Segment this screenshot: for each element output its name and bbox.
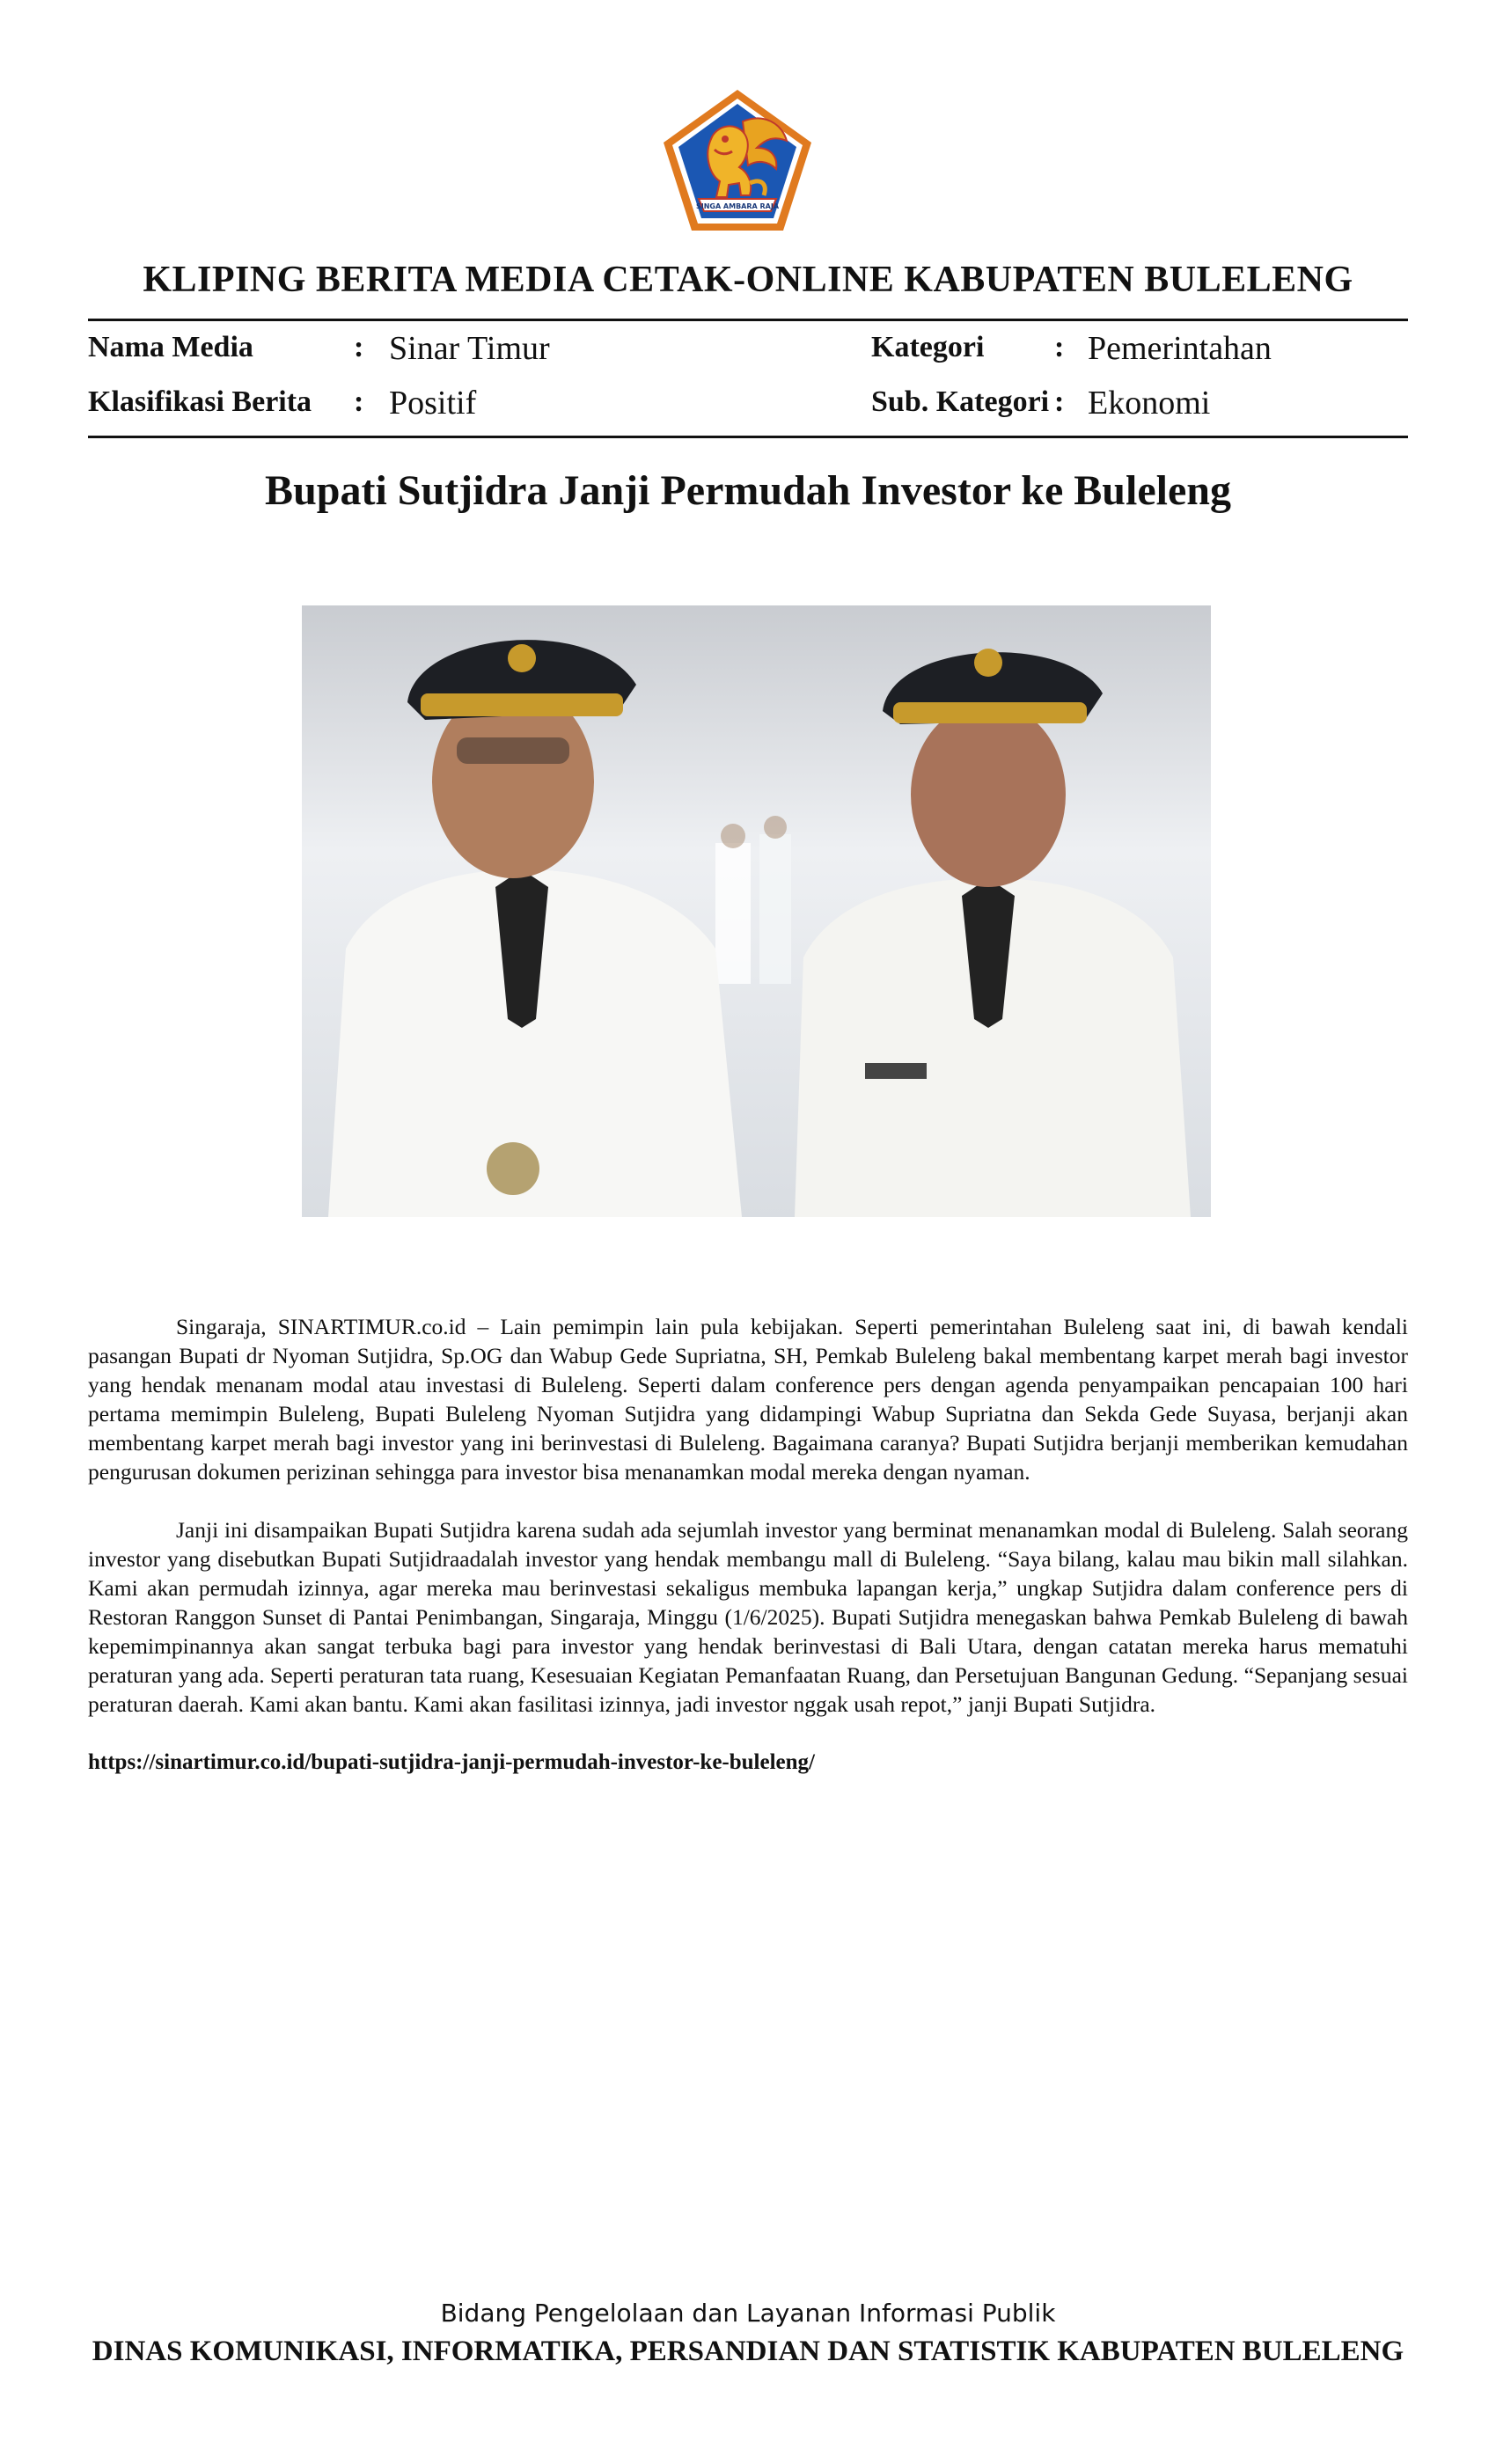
source-link[interactable]: https://sinartimur.co.id/bupati-sutjidra-janji-permudah-investor-ke-buleleng/	[88, 1750, 815, 1774]
buleleng-logo-icon	[658, 86, 817, 236]
footer-agency: DINAS KOMUNIKASI, INFORMATIKA, PERSANDIAN DAN STATISTIK KABUPATEN BULELENG	[92, 2336, 1404, 2367]
footer-department: Bidang Pengelolaan dan Layanan Informasi Publik	[440, 2299, 1056, 2328]
sub-kategori-label: Sub. Kategori	[871, 385, 1050, 418]
sub-kategori-colon: :	[1054, 385, 1065, 418]
article-body	[88, 1312, 1408, 1806]
kategori-colon: :	[1054, 331, 1065, 363]
klasifikasi-value: Positif	[389, 385, 477, 422]
article-paragraph-1: Singaraja, SINARTIMUR.co.id – Lain pemimpin lain pula kebijakan. Seperti pemerintahan Buleleng saat ini, di bawah kendali pasangan Bupati dr Nyoman Sutjidra, Sp.OG dan Wabup Gede Supriatna, SH, Pemkab Buleleng bakal membentang karpet merah bagi investor yang hendak menanam modal atau investasi di Buleleng. Seperti dalam conference pers dengan agenda penyampaikan pencapaian 100 hari pertama memimpin Buleleng, Bupati Buleleng Nyoman Sutjidra yang didampingi Wabup Supriatna dan Sekda Gede Suyasa, berjanji akan membentang karpet merah bagi investor yang ini berinvestasi di Buleleng. Bagaimana caranya? Bupati Sutjidra berjanji memberikan kemudahan pengurusan dokumen perizinan sehingga para investor bisa menanamkan modal mereka dengan nyaman.	[88, 1314, 1408, 1485]
nama-media-value: Sinar Timur	[389, 330, 550, 367]
kategori-label: Kategori	[871, 331, 985, 363]
article-photo	[302, 605, 1211, 1217]
klasifikasi-label: Klasifikasi Berita	[88, 385, 312, 418]
kategori-value: Pemerintahan	[1088, 330, 1272, 367]
nama-media-colon: :	[354, 331, 364, 363]
photo-two-officials-icon	[302, 605, 1211, 1217]
sub-kategori-value: Ekonomi	[1088, 385, 1211, 422]
clipping-title: KLIPING BERITA MEDIA CETAK-ONLINE KABUPATEN BULELENG	[143, 260, 1353, 300]
logo-motto: SINGA AMBARA RAJA	[695, 202, 780, 210]
klasifikasi-colon: :	[354, 385, 364, 418]
article-paragraph-2: Janji ini disampaikan Bupati Sutjidra karena sudah ada sejumlah investor yang berminat menanamkan modal di Buleleng. Salah seorang investor yang disebutkan Bupati Sutjidraadalah investor yang hendak membangu mall di Buleleng. “Saya bilang, kalau mau bikin mall silahkan. Kami akan permudah izinnya, agar mereka mau berinvestasi sekaligus membuka lapangan kerja,” ungkap Sutjidra dalam conference pers di Restoran Ranggon Sunset di Pantai Penimbangan, Singaraja, Minggu (1/6/2025). Bupati Sutjidra menegaskan bahwa Pemkab Buleleng di bawah kepemimpinannya akan sangat terbuka bagi para investor yang hendak berinvestasi di Bali Utara, dengan catatan mereka harus mematuhi peraturan yang ada. Seperti peraturan tata ruang, Kesesuaian Kegiatan Pemanfaatan Ruang, dan Persetujuan Bangunan Gedung. “Sepanjang sesuai peraturan daerah. Kami akan bantu. Kami akan fasilitasi izinnya, jadi investor nggak usah repot,” janji Bupati Sutjidra.	[88, 1517, 1408, 1717]
coat-of-arms-icon	[658, 86, 817, 236]
article-headline: Bupati Sutjidra Janji Permudah Investor ke Buleleng	[265, 467, 1231, 514]
divider-bottom	[88, 436, 1408, 438]
divider-top	[88, 319, 1408, 321]
nama-media-label: Nama Media	[88, 331, 253, 363]
